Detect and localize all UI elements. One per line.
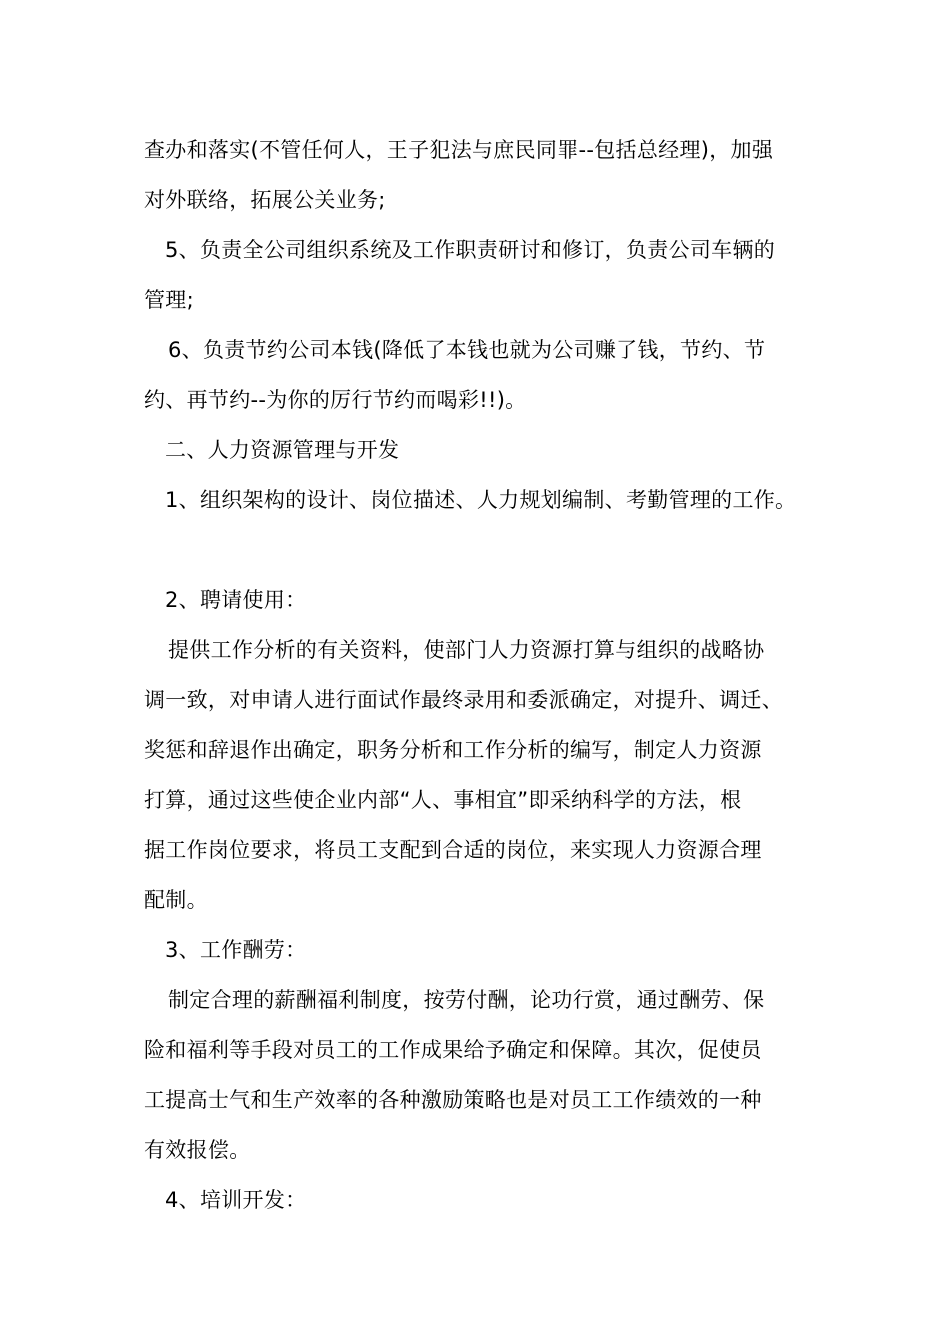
paragraph-line: 调一致，对申请人进行面试作最终录用和委派确定，对提升、调迁、 — [144, 688, 783, 712]
paragraph-line: 查办和落实(不管任何人，王子犯法与庶民同罪--包括总经理)，加强 — [144, 138, 774, 162]
paragraph-line: 提供工作分析的有关资料，使部门人力资源打算与组织的战略协 — [168, 638, 765, 662]
paragraph-line: 有效报偿。 — [144, 1138, 251, 1162]
paragraph-line: 制定合理的薪酬福利制度，按劳付酬，论功行赏，通过酬劳、保 — [168, 988, 765, 1012]
list-item-4-heading: 4、培训开发： — [165, 1188, 307, 1212]
paragraph-line: 对外联络，拓展公关业务; — [144, 188, 386, 212]
paragraph-line: 打算，通过这些使企业内部“人、事相宜”即采纳科学的方法，根 — [144, 788, 742, 812]
list-item-6: 6、负责节约公司本钱(降低了本钱也就为公司赚了钱，节约、节 — [168, 338, 766, 362]
paragraph-line: 管理; — [144, 288, 194, 312]
paragraph-line: 配制。 — [144, 888, 208, 912]
paragraph-line: 约、再节约--为你的厉行节约而喝彩!!)。 — [144, 388, 527, 412]
list-item-2-heading: 2、聘请使用： — [165, 588, 307, 612]
list-item-5: 5、负责全公司组织系统及工作职责研讨和修订，负责公司车辆的 — [165, 238, 776, 262]
paragraph-line: 工提高士气和生产效率的各种激励策略也是对员工工作绩效的一种 — [144, 1088, 762, 1112]
section-heading: 二、人力资源管理与开发 — [165, 438, 400, 462]
paragraph-line: 据工作岗位要求，将员工支配到合适的岗位，来实现人力资源合理 — [144, 838, 762, 862]
list-item-3-heading: 3、工作酬劳： — [165, 938, 307, 962]
paragraph-line: 奖惩和辞退作出确定，职务分析和工作分析的编写，制定人力资源 — [144, 738, 762, 762]
paragraph-line: 险和福利等手段对员工的工作成果给予确定和保障。其次，促使员 — [144, 1038, 762, 1062]
list-item-1: 1、组织架构的设计、岗位描述、人力规划编制、考勤管理的工作。 — [165, 488, 797, 512]
